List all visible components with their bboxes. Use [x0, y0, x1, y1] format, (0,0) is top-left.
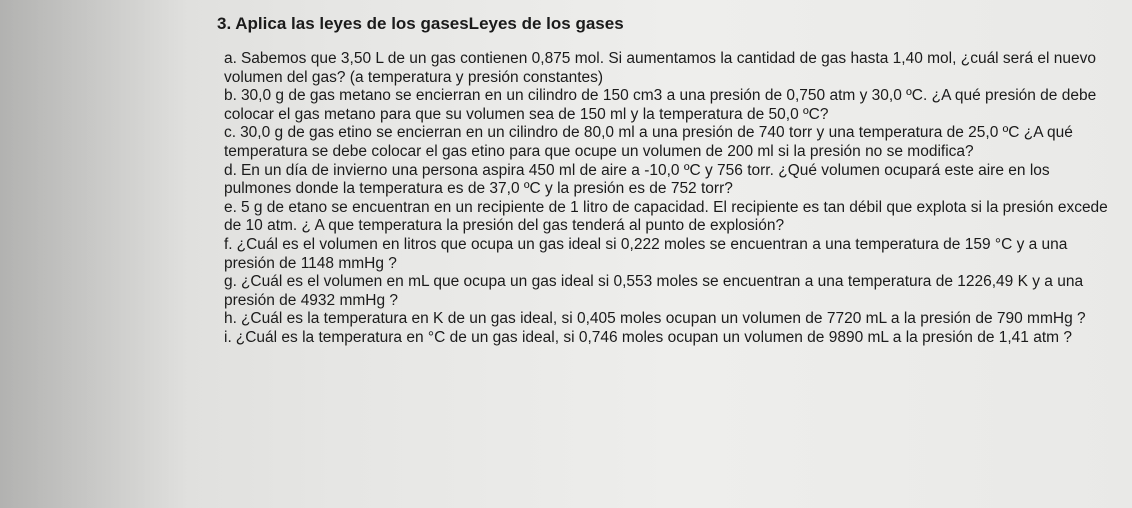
item-text: ¿Cuál es la temperatura en K de un gas ideal, si 0,405 moles ocupan un volumen de 7720 mL a la presión de 790 mmHg ?: [240, 310, 1086, 328]
item-label: f.: [224, 235, 233, 253]
exercise-item-i: [224, 329, 1115, 348]
exercise-item-h: [224, 310, 1115, 329]
item-label: c.: [224, 124, 237, 142]
exercise-item-b: [224, 87, 1115, 124]
item-label: i.: [224, 328, 232, 346]
item-text: Sabemos que 3,50 L de un gas contienen 0,875 mol. Si aumentamos la cantidad de gas hasta 1,40 mol, ¿cuál será el nuevo volumen del gas? (a temperatura y presión constantes): [224, 50, 1096, 86]
exercise-item-g: [224, 273, 1115, 310]
item-text: 30,0 g de gas etino se encierran en un cilindro de 80,0 ml a una presión de 740 torr y una temperatura de 25,0 ºC ¿A qué temperatura se debe colocar el gas etino para que ocupe un volumen de 200 ml si la presión no se modifica?: [224, 124, 1073, 160]
exercise-item-e: [224, 199, 1115, 236]
item-text: ¿Cuál es el volumen en mL que ocupa un gas ideal si 0,553 moles se encuentran a una temperatura de 1226,49 K y a una presión de 4932 mmHg ?: [224, 273, 1084, 309]
item-text: En un día de invierno una persona aspira 450 ml de aire a -10,0 ºC y 756 torr. ¿Qué volumen ocupará este aire en los pulmones donde la temperatura es de 37,0 ºC y la presión es de 752 torr?: [224, 161, 1050, 198]
exercise-title: 3. Aplica las leyes de los gasesLeyes de los gases: [217, 14, 624, 33]
exercise-block: [205, 14, 1115, 348]
page-shadow: [0, 0, 190, 508]
item-label: b.: [224, 87, 237, 105]
exercise-item-f: [224, 236, 1115, 273]
item-text: 30,0 g de gas metano se encierran en un cilindro de 150 cm3 a una presión de 0,750 atm y 30,0 ºC. ¿A qué presión de debe colocar el gas metano para que su volumen sea de 150 ml y la temperatura de 50,0 ºC?: [224, 87, 1097, 123]
exercise-item-c: [224, 124, 1115, 161]
item-label: a.: [224, 50, 237, 67]
item-label: h.: [224, 310, 237, 328]
item-text: ¿Cuál es la temperatura en °C de un gas ideal, si 0,746 moles ocupan un volumen de 9890 mL a la presión de 1,41 atm ?: [235, 328, 1072, 346]
exercise-item-a: [224, 50, 1115, 87]
item-label: d.: [224, 161, 237, 179]
item-label: e.: [224, 198, 237, 216]
item-label: g.: [224, 273, 237, 291]
exercise-item-d: [224, 162, 1115, 199]
item-text: 5 g de etano se encuentran en un recipiente de 1 litro de capacidad. El recipiente es tan débil que explota si la presión excede de 10 atm. ¿ A que temperatura la presión del gas tenderá al punto de explosión?: [224, 198, 1108, 235]
item-text: ¿Cuál es el volumen en litros que ocupa un gas ideal si 0,222 moles se encuentran a una temperatura de 159 °C y a una presión de 1148 mmHg ?: [224, 235, 1068, 272]
